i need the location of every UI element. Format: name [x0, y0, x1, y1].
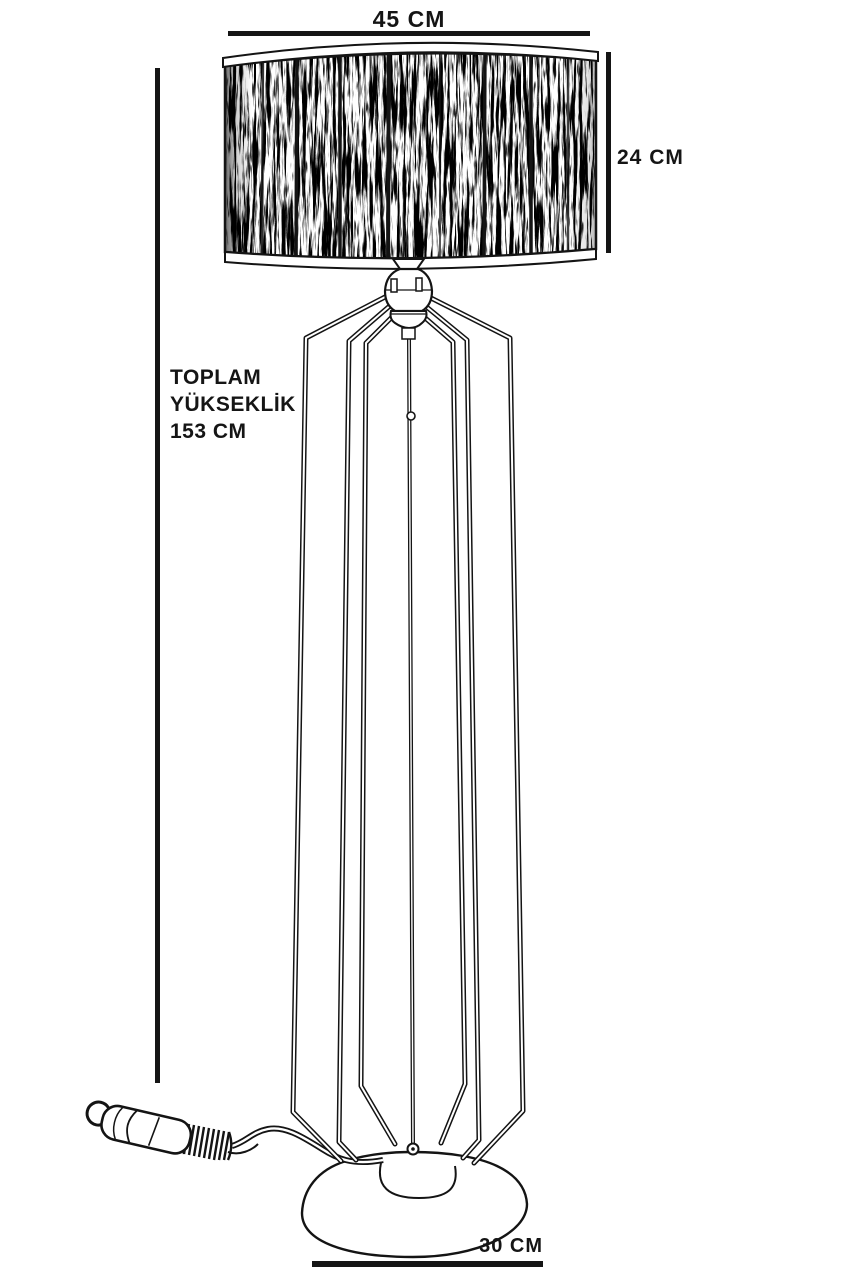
lamp-socket — [385, 259, 432, 339]
lampshade-drum — [222, 38, 600, 272]
base-width-label: 30 CM — [479, 1235, 543, 1257]
power-plug — [82, 1099, 193, 1156]
lamp-cage — [293, 297, 523, 1163]
stem-joint — [407, 412, 415, 420]
total-height-dimension-line — [155, 68, 160, 1083]
total-height-label — [170, 364, 296, 445]
total-height-label-line2: YÜKSEKLİK — [170, 393, 296, 416]
base-width-dimension-line — [312, 1261, 543, 1267]
shade-height-label: 24 CM — [617, 146, 684, 169]
shade-width-label: 45 CM — [372, 6, 446, 32]
total-height-label-line1: TOPLAM — [170, 366, 262, 389]
shade-height-dimension-line — [606, 52, 611, 253]
total-height-label-line3: 153 CM — [170, 420, 247, 443]
